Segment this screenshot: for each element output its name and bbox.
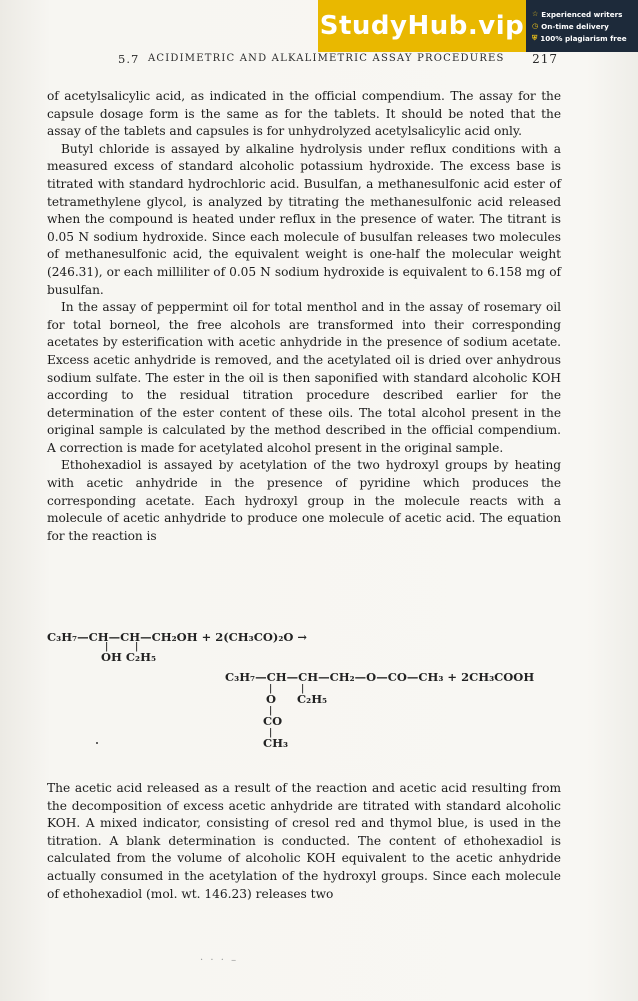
bond-line: | <box>269 706 273 716</box>
feature-item <box>532 22 638 31</box>
footer-marks: · · · – <box>200 955 239 966</box>
feature-list <box>526 0 638 52</box>
feature-label: Experienced writers <box>541 9 623 19</box>
equation-methyl: CH₃ <box>263 736 289 750</box>
main-text <box>47 88 561 545</box>
feature-label: 100% plagiarism free <box>540 33 627 43</box>
advertisement-banner[interactable] <box>318 0 638 52</box>
chapter-title: ACIDIMETRIC AND ALKALIMETRIC ASSAY PROCEDURES <box>148 53 505 64</box>
bond-line: | <box>105 642 109 652</box>
paragraph: The acetic acid released as a result of the reaction and acetic acid resulting from the decomposition of excess acetic anhydride are titrated with standard alcoholic KOH. A mixed indicator, consisting of cresol red and thymol blue, is used in the titration. A blank determination is conducted. The content of ethohexadiol is calculated from the volume of alcoholic KOH equivalent to the acetic anhydride actually consumed in the acetylation of the hydroxyl groups. Since each molecule of ethohexadiol (mol. wt. 146.23) releases two <box>47 781 561 901</box>
shield-icon: ⛨ <box>532 33 538 42</box>
clock-icon: ◷ <box>532 22 539 30</box>
equation-reactant-substituents: OH C₂H₅ <box>101 650 156 664</box>
equation-ethyl: C₂H₅ <box>297 692 328 706</box>
feature-label: On-time delivery <box>541 21 609 31</box>
equation-carbonyl: CO <box>263 714 283 728</box>
equation-oxygen: O <box>266 692 277 706</box>
running-header <box>118 52 558 68</box>
bond-line: | <box>135 642 139 652</box>
bond-line: | <box>269 684 273 694</box>
bond-line: | <box>269 728 273 738</box>
equation-products: C₃H₇—CH—CH—CH₂—O—CO—CH₃ + 2CH₃COOH <box>225 670 535 684</box>
main-text-continued <box>47 780 561 903</box>
feature-item <box>532 10 638 19</box>
brand-logo[interactable]: StudyHub.vip <box>318 0 526 52</box>
paragraph: In the assay of peppermint oil for total menthol and in the assay of rosemary oil for total borneol, the free alcohols are transformed into their corresponding acetates by esterification with acetic anhydride in the presence of sodium acetate. Excess acetic anhydride is removed, and the acetylated oil is dried over anhydrous sodium sulfate. The ester in the oil is then saponified with standard alcoholic KOH according to the residual titration procedure described earlier for the determination of the ester content of these oils. The total alcohol present in the original sample is calculated by the method described in the official compendium. A correction is made for acetylated alcohol present in the original sample. <box>47 300 561 455</box>
paragraph: of acetylsalicylic acid, as indicated in the official compendium. The assay for the capsule dosage form is the same as for the tablets. It should be noted that the assay of the tablets and capsules is for unhydrolyzed acetylsalicylic acid only. <box>47 89 561 139</box>
equation-reactants: C₃H₇—CH—CH—CH₂OH + 2(CH₃CO)₂O → <box>47 630 308 644</box>
paragraph: Butyl chloride is assayed by alkaline hydrolysis under reflux conditions with a measured excess of standard alcoholic potassium hydroxide. The excess base is titrated with standard hydrochloric acid. Busulfan, a methanesulfonic acid ester of tetramethylene glycol, is analyzed by titrating the methanesulfonic acid released when the compound is heated under reflux in the presence of water. The titrant is 0.05 N sodium hydroxide. Since each molecule of busulfan releases two molecules of methanesulfonic acid, the equivalent weight is one-half the molecular weight (246.31), or each milliliter of 0.05 N sodium hydroxide is equivalent to 6.158 mg of busulfan. <box>47 141 561 297</box>
chemical-equation <box>47 630 567 760</box>
speck <box>96 742 98 744</box>
section-number: 5.7 <box>118 52 140 66</box>
star-icon: ☆ <box>532 10 539 18</box>
paragraph: Ethohexadiol is assayed by acetylation of the two hydroxyl groups by heating with acetic anhydride in the presence of pyridine which produces the corresponding acetate. Each hydroxyl group in the molecule reacts with a molecule of acetic anhydride to produce one molecule of acetic acid. The equation for the reaction is <box>47 458 561 543</box>
page-number: 217 <box>532 52 558 66</box>
bond-line: | <box>301 684 305 694</box>
feature-item <box>532 34 638 43</box>
